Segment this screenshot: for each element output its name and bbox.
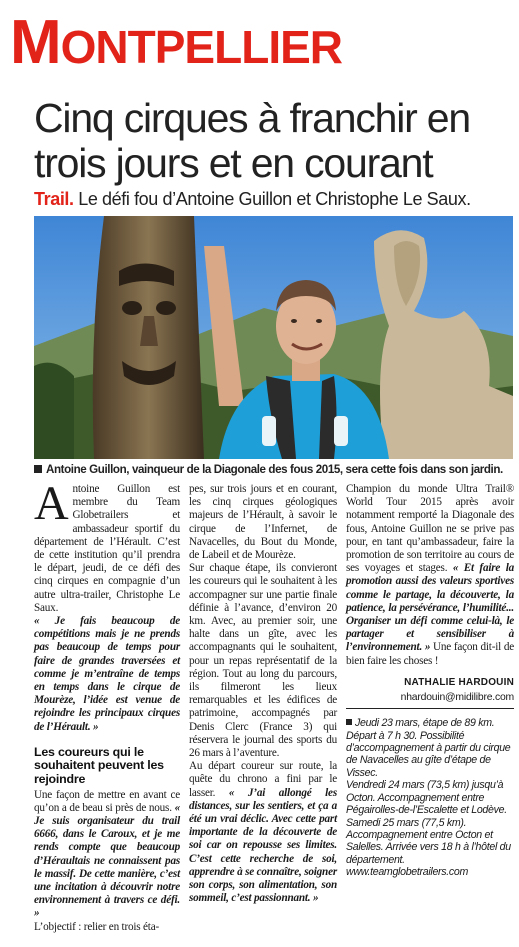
body-paragraph: L’objectif : relier en trois éta- [34, 920, 160, 933]
article-column-1 [34, 477, 180, 934]
schedule-day-1 [346, 717, 514, 779]
section-title-rest: ONTPELLIER [60, 21, 342, 73]
quote-paragraph: « Je fais beaucoup de compétitions mais je ne prends pas beaucoup de temps pour faire de grandes traversées et comme je m’entraîne de temps en temps dans le cirque de Mourèze, l’idée est venue de rejoindre les principaux cirques de l’Hérault. » [34, 615, 180, 733]
deck-kicker: Trail. [34, 189, 74, 209]
body-text: Une façon de mettre en avant ce qu’on a de beau si près de nous. [34, 788, 180, 814]
lead-paragraph [34, 477, 180, 615]
schedule-infobox [346, 717, 514, 878]
section-title-cap: M [10, 8, 61, 77]
deck [34, 188, 514, 210]
author-email: nhardouin@midilibre.com [346, 691, 514, 709]
body-paragraph: pes, sur trois jours et en courant, les cinq cirques géologiques majeurs de l’Hérault, à savoir le cirque de l’Infernet, de Navacelles, du Bout du Monde, de Labeil et de Mourèze. [189, 483, 337, 562]
body-text: Champion du monde Ultra Trail® World Tour 2015 après avoir notamment remporté la Diagonale des fous, Antoine Guillon ne se prive pas pour, en tant qu’ambassadeur, faire la promotion de son territoire au cours de ses voyages et stages. [346, 483, 514, 575]
quote-inline: « Je suis organisateur du trail 6666, dans le Caroux, et je me rends compte que beaucoup d’Héraultais ne connaissent pas le massif. De cette manière, c’est une incitation à découvrir notre environnement à travers ce défi. » [34, 801, 180, 920]
website-link[interactable]: www.teamglobetrailers.com [346, 866, 469, 879]
article-column-3 [346, 483, 514, 879]
body-paragraph [189, 760, 337, 905]
body-text: Au départ coureur sur route, la quête du chrono a fini par le lasser. [189, 760, 337, 799]
section-title [10, 10, 342, 76]
schedule-day-2: Vendredi 24 mars (73,5 km) jusqu’à Octon. Accompagnement entre Pégairolles-de-l’Escalette et Lodève. [346, 779, 507, 817]
body-paragraph [34, 789, 180, 921]
quote-inline: « Et faire la promotion aussi des valeurs sportives comme le partage, la découverte, la patience, la persévérance, l’humilité... Organiser un défi comme celui-là, le partager et sensibiliser à l’environnement. » [346, 562, 514, 654]
photo-caption [34, 462, 513, 477]
body-text: Une façon dit-il de bien faire les choses ! [346, 641, 514, 667]
photo-caption-text: Antoine Guillon, vainqueur de la Diagonale des fous 2015, sera cette fois dans son jardin. [46, 463, 503, 476]
subheading: Les coureurs qui le souhaitent peuvent les rejoindre [34, 744, 164, 787]
schedule-day-1-text: Jeudi 23 mars, étape de 89 km. Départ à 7 h 30. Possibilité d’accompagnement à partir du cirque de Navacelles au gîte d’étape de Vissec. [346, 717, 511, 779]
body-paragraph: Sur chaque étape, ils convieront les coureurs qui le souhaitent à les accompagner sur une partie finale définie à l’avance, d’environ 20 km. Avec, au premier soir, une halte dans un gîte, avec les accompagnants qui le souhaitent, pour un repas représentatif de la région. Tout au long du parcours, ils filmeront les lieux remarquables et les édifices de patrimoine, accompagnés par Denis Clerc (France 3) qui réservera le journal des sports du 26 mars à l’aventure. [189, 562, 337, 760]
caption-marker [34, 465, 42, 473]
deck-text: Le défi fou d’Antoine Guillon et Christophe Le Saux. [78, 189, 471, 209]
quote-inline: « J’ai allongé les distances, sur les sentiers, et ça a été un vrai déclic. Avec cette part importante de la découverte de soi car on repousse ses limites. C’est cette recherche de soi, apprendre à se connaître, soigner son corps, son alimentation, son sommeil, c’est passionnant. » [189, 786, 337, 905]
photo-illustration [34, 216, 513, 459]
article-photo [34, 216, 513, 459]
headline: Cinq cirques à franchir en trois jours et en courant [34, 95, 470, 186]
lead-text: ntoine Guillon est membre du Team Globetrailers et ambassadeur sportif du département de l’Hérault. C’est de cette institution qu’il prendra le départ, jeudi, de ce défi des cinq cirques en compagnie d’un autre ultra-trailer, Christophe Le Saux. [34, 483, 180, 614]
author-byline: NATHALIE HARDOUIN [404, 676, 514, 688]
schedule-day-3: Samedi 25 mars (77,5 km). Accompagnement entre Octon et Salelles. Arrivée vers 18 h à l’hôtel du département. [346, 816, 511, 866]
infobox-marker [346, 719, 352, 725]
article-column-2 [189, 483, 337, 906]
body-paragraph [346, 483, 514, 668]
drop-cap: A [34, 477, 69, 530]
